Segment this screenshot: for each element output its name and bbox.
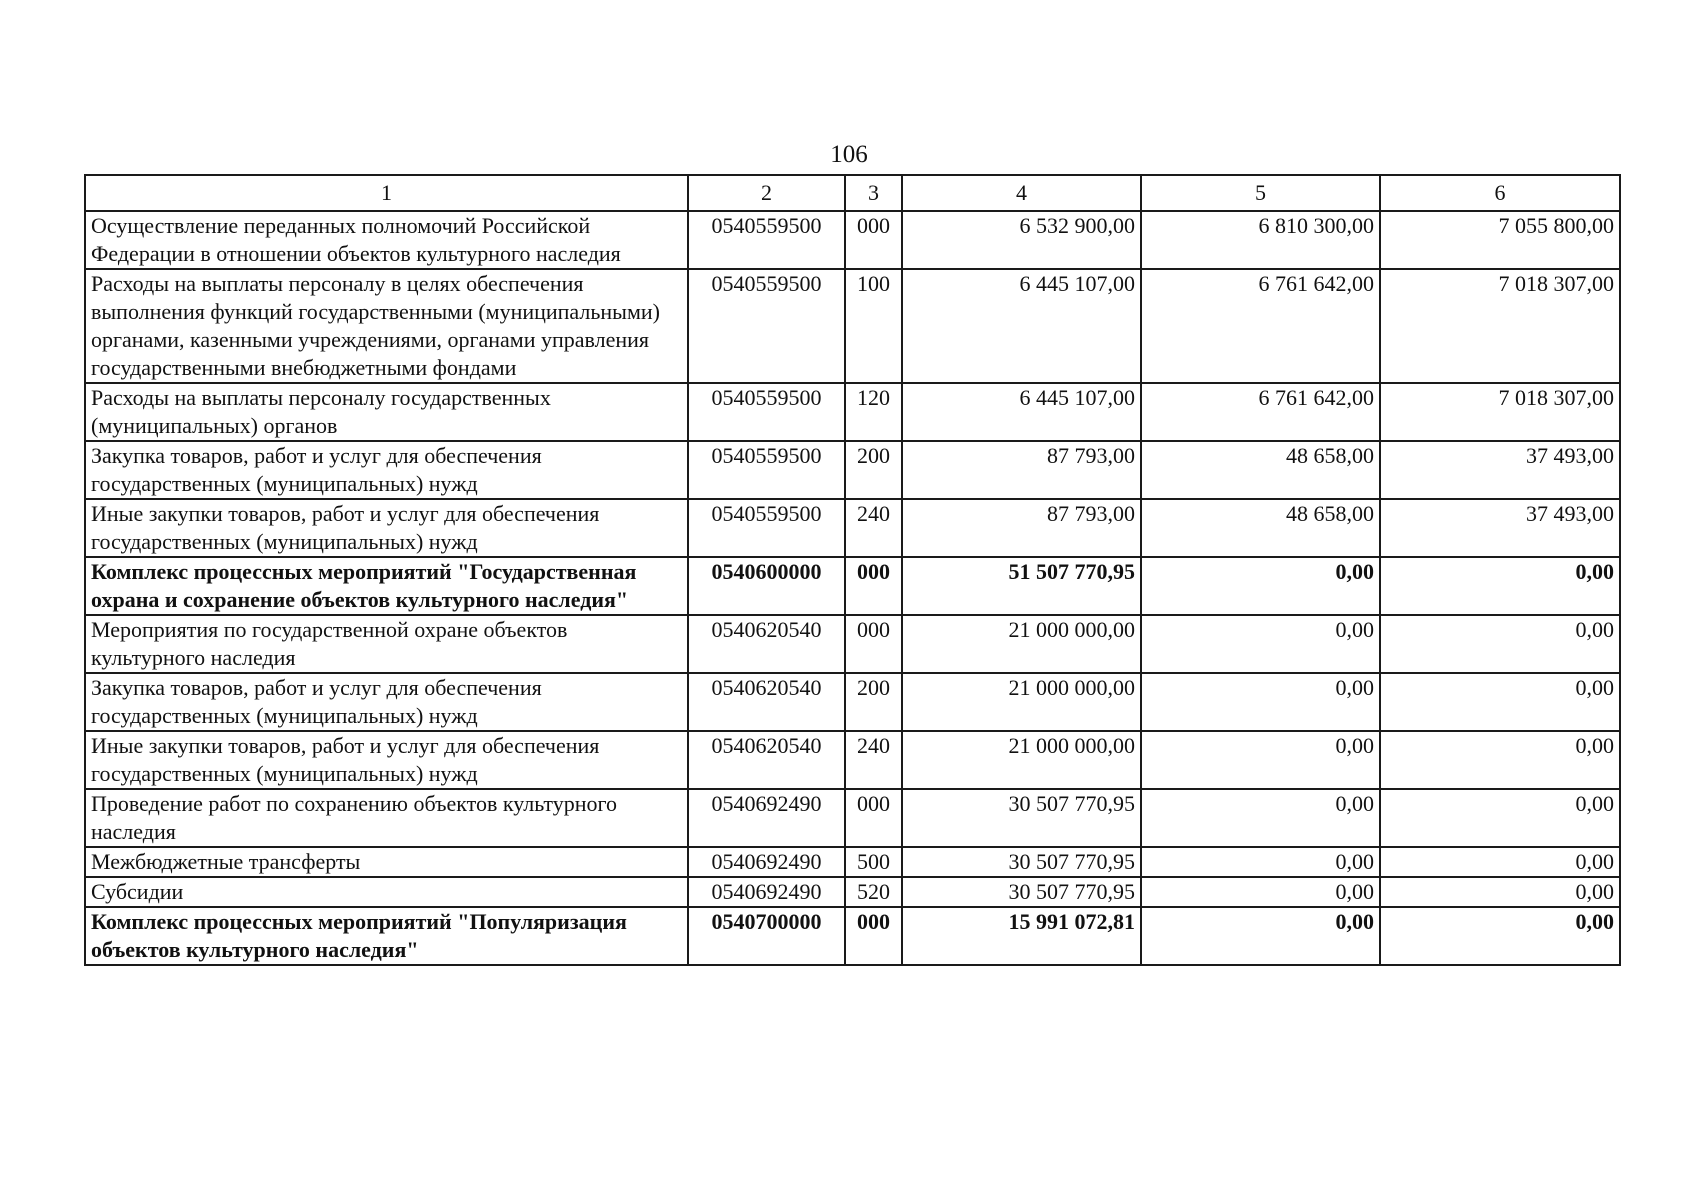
row-code: 0540692490 <box>688 877 845 907</box>
row-amount-col4: 51 507 770,95 <box>902 557 1141 615</box>
row-name: Закупка товаров, работ и услуг для обеспечения государственных (муниципальных) нужд <box>85 441 688 499</box>
row-name: Субсидии <box>85 877 688 907</box>
row-code: 0540620540 <box>688 673 845 731</box>
row-amount-col5: 0,00 <box>1141 877 1380 907</box>
row-amount-col6: 0,00 <box>1380 673 1620 731</box>
row-amount-col4: 30 507 770,95 <box>902 877 1141 907</box>
row-code: 0540692490 <box>688 847 845 877</box>
row-amount-col4: 6 445 107,00 <box>902 383 1141 441</box>
row-type: 240 <box>845 499 902 557</box>
row-amount-col5: 6 810 300,00 <box>1141 211 1380 269</box>
row-name: Расходы на выплаты персоналу в целях обеспечения выполнения функций государственными (муниципальными) органами, казенными учреждениями, органами управления государственными внебюджетными фондами <box>85 269 688 383</box>
row-type: 000 <box>845 615 902 673</box>
row-code: 0540559500 <box>688 211 845 269</box>
table-row <box>85 877 1620 907</box>
table-row <box>85 789 1620 847</box>
row-type: 000 <box>845 907 902 965</box>
row-amount-col6: 0,00 <box>1380 907 1620 965</box>
row-code: 0540559500 <box>688 269 845 383</box>
row-amount-col5: 0,00 <box>1141 731 1380 789</box>
row-name: Межбюджетные трансферты <box>85 847 688 877</box>
row-amount-col4: 30 507 770,95 <box>902 789 1141 847</box>
row-name: Комплекс процессных мероприятий "Государственная охрана и сохранение объектов культурного наследия" <box>85 557 688 615</box>
table-row <box>85 441 1620 499</box>
row-code: 0540559500 <box>688 499 845 557</box>
row-type: 000 <box>845 211 902 269</box>
table-row <box>85 383 1620 441</box>
header-row <box>85 175 1620 211</box>
table-row <box>85 499 1620 557</box>
row-code: 0540692490 <box>688 789 845 847</box>
row-amount-col4: 87 793,00 <box>902 441 1141 499</box>
row-amount-col4: 21 000 000,00 <box>902 731 1141 789</box>
row-name: Осуществление переданных полномочий Российской Федерации в отношении объектов культурного наследия <box>85 211 688 269</box>
header-col-5: 5 <box>1141 175 1380 211</box>
table-row <box>85 269 1620 383</box>
table-row-section <box>85 907 1620 965</box>
row-amount-col5: 0,00 <box>1141 673 1380 731</box>
table-row-section <box>85 557 1620 615</box>
row-amount-col5: 0,00 <box>1141 557 1380 615</box>
budget-table <box>84 174 1621 966</box>
table-row <box>85 615 1620 673</box>
row-amount-col6: 7 018 307,00 <box>1380 269 1620 383</box>
row-name: Проведение работ по сохранению объектов культурного наследия <box>85 789 688 847</box>
row-amount-col6: 0,00 <box>1380 731 1620 789</box>
row-amount-col4: 6 445 107,00 <box>902 269 1141 383</box>
table-row <box>85 211 1620 269</box>
row-type: 000 <box>845 789 902 847</box>
row-code: 0540559500 <box>688 441 845 499</box>
row-code: 0540620540 <box>688 615 845 673</box>
row-amount-col4: 87 793,00 <box>902 499 1141 557</box>
row-name: Мероприятия по государственной охране объектов культурного наследия <box>85 615 688 673</box>
row-amount-col4: 6 532 900,00 <box>902 211 1141 269</box>
row-amount-col6: 0,00 <box>1380 557 1620 615</box>
row-type: 000 <box>845 557 902 615</box>
table-row <box>85 731 1620 789</box>
row-amount-col4: 21 000 000,00 <box>902 673 1141 731</box>
row-name: Комплекс процессных мероприятий "Популяризация объектов культурного наследия" <box>85 907 688 965</box>
header-col-6: 6 <box>1380 175 1620 211</box>
row-name: Расходы на выплаты персоналу государственных (муниципальных) органов <box>85 383 688 441</box>
row-amount-col4: 30 507 770,95 <box>902 847 1141 877</box>
row-amount-col5: 6 761 642,00 <box>1141 383 1380 441</box>
row-name: Иные закупки товаров, работ и услуг для обеспечения государственных (муниципальных) нужд <box>85 499 688 557</box>
row-amount-col5: 48 658,00 <box>1141 499 1380 557</box>
table-row <box>85 673 1620 731</box>
row-amount-col6: 7 018 307,00 <box>1380 383 1620 441</box>
row-amount-col6: 0,00 <box>1380 847 1620 877</box>
row-amount-col5: 0,00 <box>1141 789 1380 847</box>
row-amount-col6: 0,00 <box>1380 877 1620 907</box>
row-type: 520 <box>845 877 902 907</box>
row-amount-col5: 0,00 <box>1141 615 1380 673</box>
row-name: Иные закупки товаров, работ и услуг для обеспечения государственных (муниципальных) нужд <box>85 731 688 789</box>
header-col-1: 1 <box>85 175 688 211</box>
row-amount-col6: 0,00 <box>1380 789 1620 847</box>
row-type: 100 <box>845 269 902 383</box>
header-col-2: 2 <box>688 175 845 211</box>
row-amount-col5: 0,00 <box>1141 847 1380 877</box>
row-amount-col4: 15 991 072,81 <box>902 907 1141 965</box>
row-code: 0540600000 <box>688 557 845 615</box>
page-number: 106 <box>830 141 868 168</box>
row-amount-col5: 48 658,00 <box>1141 441 1380 499</box>
row-type: 500 <box>845 847 902 877</box>
row-amount-col6: 7 055 800,00 <box>1380 211 1620 269</box>
row-amount-col5: 6 761 642,00 <box>1141 269 1380 383</box>
row-code: 0540559500 <box>688 383 845 441</box>
row-amount-col6: 37 493,00 <box>1380 499 1620 557</box>
row-amount-col6: 37 493,00 <box>1380 441 1620 499</box>
row-amount-col5: 0,00 <box>1141 907 1380 965</box>
row-type: 240 <box>845 731 902 789</box>
row-type: 200 <box>845 673 902 731</box>
row-amount-col6: 0,00 <box>1380 615 1620 673</box>
row-type: 120 <box>845 383 902 441</box>
header-col-3: 3 <box>845 175 902 211</box>
row-name: Закупка товаров, работ и услуг для обеспечения государственных (муниципальных) нужд <box>85 673 688 731</box>
row-type: 200 <box>845 441 902 499</box>
row-code: 0540700000 <box>688 907 845 965</box>
row-amount-col4: 21 000 000,00 <box>902 615 1141 673</box>
header-col-4: 4 <box>902 175 1141 211</box>
table-row <box>85 847 1620 877</box>
row-code: 0540620540 <box>688 731 845 789</box>
